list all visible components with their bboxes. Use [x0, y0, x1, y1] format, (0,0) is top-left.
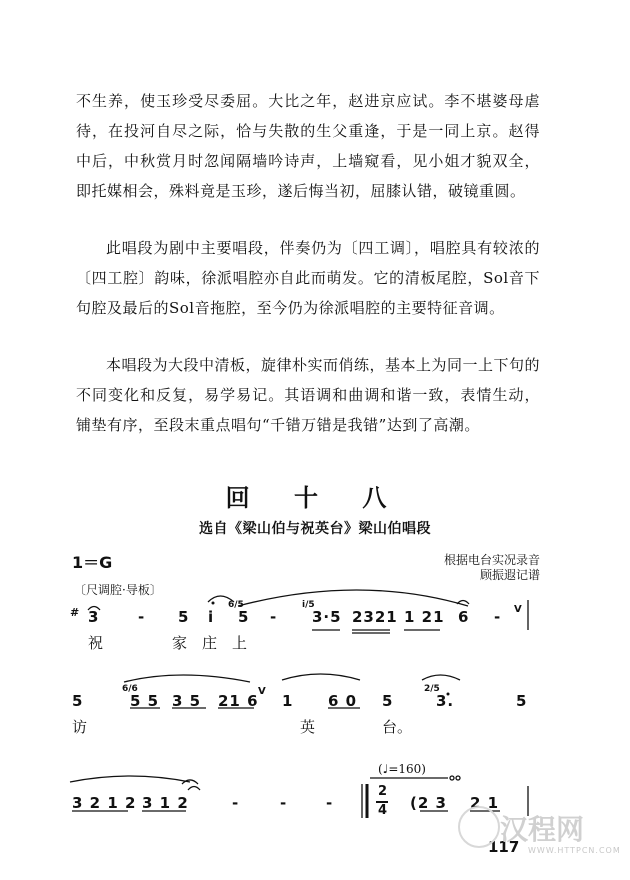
row2-note-7: 5 — [382, 692, 394, 710]
tempo-marking: (♩=160) — [378, 762, 426, 776]
page-number: 117 — [488, 838, 520, 856]
watermark-logo — [458, 806, 500, 848]
slur-row2-c — [422, 675, 460, 680]
row3-note-4: - — [280, 794, 288, 812]
row1-lyric-1: 祝 — [88, 634, 104, 652]
paragraph-3: 本唱段为大段中清板，旋律朴实而俏练，基本上为同一上下句的不同变化和反复，易学易记。其语调和曲调和谐一致，表情生动，铺垫有序，至段末重点唱句“千错万错是我错”达到了高潮。 — [76, 356, 541, 434]
slur-row2-b — [282, 674, 360, 680]
fermata-row3 — [188, 787, 200, 791]
row2-note-9: 5 — [516, 692, 528, 710]
row3-note-2: 3 1 2 — [142, 794, 189, 812]
row1-note-9: 1 21 — [404, 608, 445, 626]
row2-note-4: 21 6 — [218, 692, 259, 710]
paragraph-1: 不生养，使玉珍受尽委屈。大比之年，赵进京应试。李不堪婆母虐待，在投河自尽之际，恰与失散的生父重逢，于是一同上京。赵得中后，中秋赏月时忽闻隔墙吟诗声，上墙窥看，见小姐才貌双全，即托媒相会，殊料竟是玉珍，遂后悔当初，屈膝认错，破镜重圆。 — [76, 92, 540, 200]
row2-lyric-3: 台。 — [382, 718, 413, 736]
score-title: 回 十 八 — [225, 483, 405, 512]
slur-row2-a — [124, 675, 250, 682]
row1-note-3: 5 — [178, 608, 190, 626]
row2-note-6: 6 0 — [328, 692, 358, 710]
row1-note-10: 6 — [458, 608, 470, 626]
key-signature: 1＝G — [72, 553, 113, 572]
row1-grace-1: 6/5 — [228, 600, 244, 610]
row1-note-8: 2321 — [352, 608, 398, 626]
row3-note-6: (2 3 — [410, 794, 447, 812]
slur-row1-b — [238, 590, 468, 606]
row1-breath-mark: V — [514, 604, 522, 615]
time-signature-bottom: 4 — [378, 803, 389, 818]
row1-note-4: i — [208, 608, 215, 626]
row2-note-2: 5 5 — [130, 692, 160, 710]
row3-note-3: - — [232, 794, 240, 812]
row2-grace-2: 2/5 — [424, 684, 440, 694]
octave-dot-row1 — [212, 602, 215, 605]
paragraph-2: 此唱段为剧中主要唱段，伴奏仍为〔四工调〕，唱腔具有较浓的〔四工腔〕韵味，徐派唱腔亦自此而萌发。它的清板尾腔，Sol音下句腔及最后的Sol音拖腔，至今仍为徐派唱腔的主要特征音调。 — [76, 239, 540, 317]
row1-lyric-2: 家 — [172, 634, 188, 652]
row3-note-5: - — [326, 794, 334, 812]
row2-breath-mark: V — [258, 686, 266, 697]
slur-row3-a — [70, 776, 190, 782]
row1-prefix: # — [70, 606, 81, 619]
row1-note-7: 3·5 — [312, 608, 342, 626]
row2-note-5: 1 — [282, 692, 294, 710]
row2-grace-1: 6/6 — [122, 684, 138, 694]
row2-lyric-2: 英 — [300, 718, 316, 736]
row2-lyric-1: 访 — [72, 718, 88, 736]
row1-lyric-4: 上 — [232, 634, 248, 652]
row2-note-3: 3 5 — [172, 692, 202, 710]
row1-grace-2: i/5 — [302, 600, 315, 610]
row1-note-11: - — [494, 608, 502, 626]
row2-note-1: 5 — [72, 692, 84, 710]
score-subtitle: 选自《梁山伯与祝英台》梁山伯唱段 — [199, 521, 431, 537]
time-signature-top: 2 — [378, 784, 389, 799]
credit-transcriber: 顾振遐记谱 — [479, 568, 540, 582]
watermark-url: WWW.HTTPCN.COM — [528, 846, 621, 855]
row1-note-5: 5 — [238, 608, 250, 626]
row1-note-1: 3 — [88, 608, 100, 626]
mode-label: 〔尺调腔·导板〕 — [74, 583, 162, 597]
row1-lyric-3: 庄 — [202, 634, 218, 652]
row1-note-2: - — [138, 608, 146, 626]
row3-note-1: 3 2 1 2 — [72, 794, 137, 812]
row3-note-7: 2 1 — [470, 794, 500, 812]
row2-note-8: 3. — [436, 692, 455, 710]
credit-source: 根据电台实况录音 — [443, 553, 540, 567]
row1-note-6: - — [270, 608, 278, 626]
watermark-text: 汉程网 — [500, 813, 585, 846]
